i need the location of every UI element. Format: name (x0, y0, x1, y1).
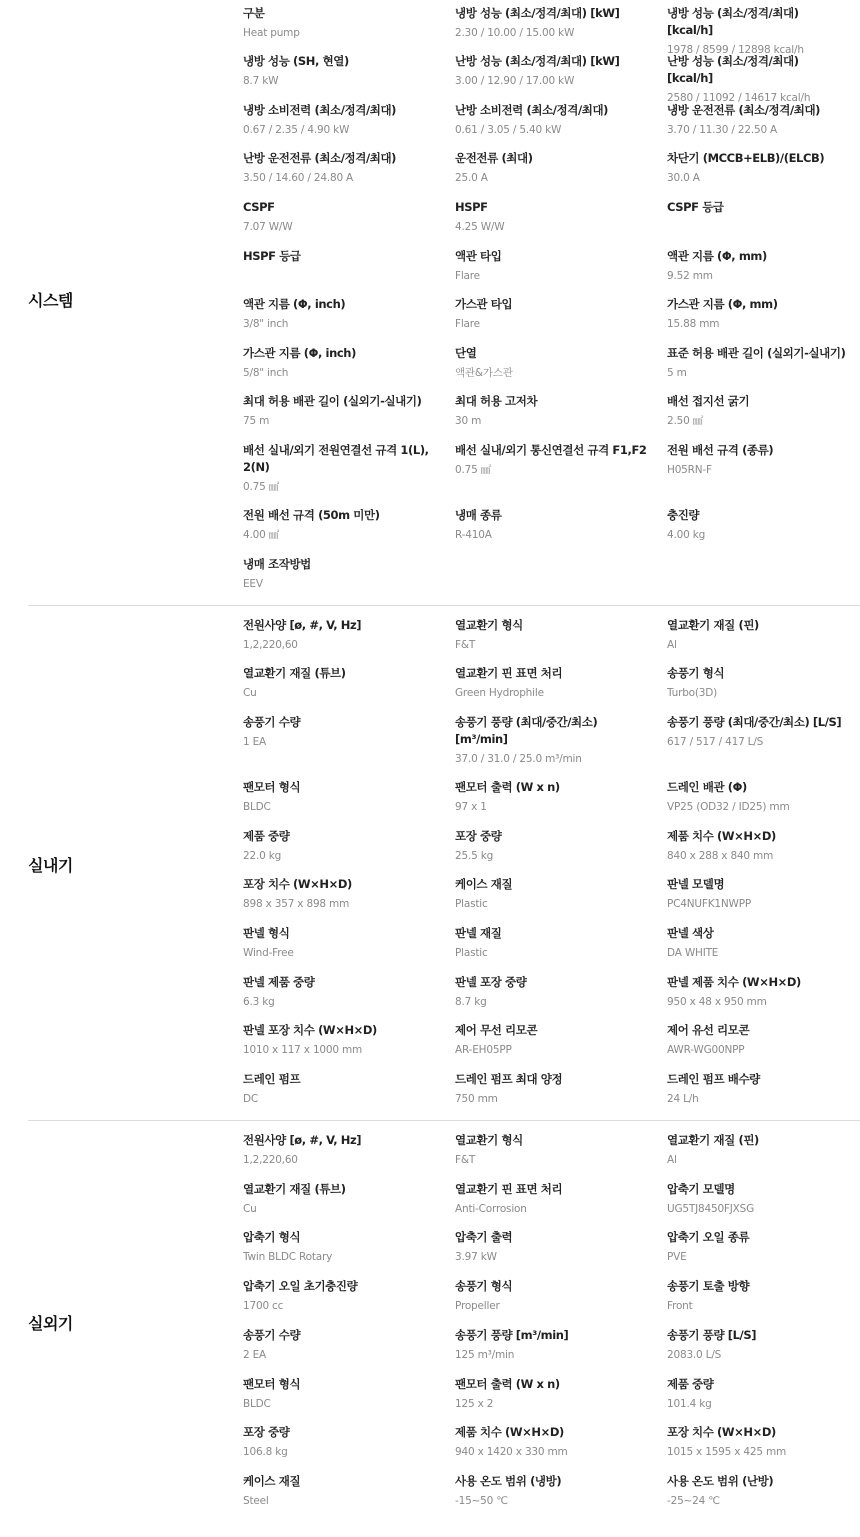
spec-item (455, 507, 667, 544)
spec-value: 5 m (667, 367, 687, 379)
spec-label: 송풍기 풍량 [L/S] (667, 1328, 757, 1342)
spec-label: 압축기 오일 초기충진량 (243, 1279, 358, 1293)
spec-value: Plastic (455, 947, 488, 959)
spec-label: 드레인 펌프 (243, 1072, 301, 1086)
spec-item (243, 1278, 455, 1315)
spec-item (667, 779, 860, 816)
spec-item (455, 665, 667, 702)
spec-label: 전원 배선 규격 (종류) (667, 443, 774, 457)
spec-label: 제품 중량 (667, 1377, 714, 1391)
spec-item (667, 1022, 860, 1059)
spec-item (455, 102, 667, 139)
spec-item (667, 665, 860, 702)
spec-item (667, 714, 860, 751)
spec-value: 125 m³/min (455, 1349, 515, 1361)
spec-value: 1,2,220,60 (243, 639, 298, 651)
spec-item (667, 1424, 860, 1461)
spec-label: 케이스 재질 (243, 1474, 301, 1488)
section-divider (28, 605, 860, 606)
section-title: 실외기 (28, 1314, 73, 1333)
spec-label: 제품 중량 (243, 829, 290, 843)
spec-label: 판넬 재질 (455, 926, 502, 940)
spec-value: UG5TJ8450FJXSG (667, 1203, 755, 1215)
spec-label: 열교환기 재질 (핀) (667, 1133, 759, 1147)
spec-label: 팬모터 출력 (W x n) (455, 1377, 560, 1391)
spec-label: 압축기 형식 (243, 1230, 301, 1244)
spec-item (667, 248, 860, 285)
spec-label: 단열 (455, 346, 477, 360)
spec-value: 2083.0 L/S (667, 1349, 722, 1361)
spec-label: 포장 중량 (455, 829, 502, 843)
spec-item (667, 828, 860, 865)
spec-label: 팬모터 형식 (243, 780, 301, 794)
spec-item (667, 345, 860, 382)
spec-label: 냉방 성능 (최소/정격/최대) [kcal/h] (667, 6, 799, 37)
spec-value: 1700 cc (243, 1300, 284, 1312)
spec-label: 팬모터 형식 (243, 1377, 301, 1391)
spec-label: 난방 소비전력 (최소/정격/최대) (455, 103, 609, 117)
spec-value: 106.8 kg (243, 1446, 288, 1458)
spec-item (667, 102, 860, 139)
spec-item (455, 828, 667, 865)
spec-label: 송풍기 토출 방향 (667, 1279, 750, 1293)
spec-item (667, 1278, 860, 1315)
spec-label: 난방 성능 (최소/정격/최대) [kcal/h] (667, 54, 799, 85)
spec-value: Turbo(3D) (667, 687, 718, 699)
spec-item (667, 1376, 860, 1413)
spec-label: 송풍기 수량 (243, 1328, 301, 1342)
spec-label: 압축기 출력 (455, 1230, 513, 1244)
spec-value: 3.00 / 12.90 / 17.00 kW (455, 75, 575, 87)
spec-value: AWR-WG00NPP (667, 1044, 745, 1056)
spec-label: 판넬 제품 중량 (243, 975, 315, 989)
spec-value: 1015 x 1595 x 425 mm (667, 1446, 787, 1458)
spec-value: 125 x 2 (455, 1398, 494, 1410)
spec-label: 운전전류 (최대) (455, 151, 533, 165)
section-title: 시스템 (28, 291, 73, 310)
spec-label: 드레인 배관 (Φ) (667, 780, 747, 794)
spec-label: 사용 온도 범위 (난방) (667, 1474, 774, 1488)
spec-value: 1010 x 117 x 1000 mm (243, 1044, 363, 1056)
spec-value: 4.00 ㎟ (243, 529, 280, 541)
spec-value: -25~24 ℃ (667, 1495, 720, 1507)
spec-value: 8.7 kg (455, 996, 487, 1008)
spec-label: 제품 치수 (W×H×D) (455, 1425, 564, 1439)
spec-value: AR-EH05PP (455, 1044, 512, 1056)
spec-item (455, 1229, 667, 1266)
spec-item (455, 1132, 667, 1169)
spec-value: DA WHITE (667, 947, 719, 959)
spec-item (243, 248, 455, 268)
spec-item (667, 5, 860, 59)
spec-item (667, 150, 860, 187)
spec-value: Twin BLDC Rotary (243, 1251, 333, 1263)
spec-item (667, 1473, 860, 1510)
spec-item (243, 1327, 455, 1364)
spec-value: Front (667, 1300, 693, 1312)
spec-value: 2.50 ㎟ (667, 415, 704, 427)
spec-value: VP25 (OD32 / ID25) mm (667, 801, 790, 813)
spec-item (455, 1376, 667, 1413)
spec-item (243, 1132, 455, 1169)
spec-label: 난방 운전전류 (최소/정격/최대) (243, 151, 397, 165)
spec-item (243, 393, 455, 430)
spec-item (243, 974, 455, 1011)
spec-label: 열교환기 재질 (튜브) (243, 666, 346, 680)
spec-value: F&T (455, 639, 476, 651)
spec-value: 24 L/h (667, 1093, 699, 1105)
section-title: 실내기 (28, 856, 73, 875)
spec-value: Steel (243, 1495, 269, 1507)
spec-label: 가스관 타입 (455, 297, 513, 311)
spec-value: 617 / 517 / 417 L/S (667, 736, 764, 748)
spec-item (455, 150, 667, 187)
spec-item (243, 779, 455, 816)
spec-value: Wind-Free (243, 947, 294, 959)
spec-label: 액관 타입 (455, 249, 502, 263)
spec-value: 4.25 W/W (455, 221, 505, 233)
spec-label: 액관 지름 (Φ, mm) (667, 249, 767, 263)
spec-label: 냉매 조작방법 (243, 557, 311, 571)
spec-item (455, 442, 667, 479)
section-divider (28, 1120, 860, 1121)
spec-item (243, 617, 455, 654)
spec-value: Green Hydrophile (455, 687, 544, 699)
spec-label: 액관 지름 (Φ, inch) (243, 297, 346, 311)
spec-value: 액관&가스관 (455, 367, 513, 379)
spec-value: 4.00 kg (667, 529, 706, 541)
spec-item (243, 1071, 455, 1108)
spec-label: 열교환기 재질 (튜브) (243, 1182, 346, 1196)
spec-value: Anti-Corrosion (455, 1203, 527, 1215)
spec-item (667, 1132, 860, 1169)
spec-item (667, 617, 860, 654)
spec-label: 배선 실내/외기 전원연결선 규격 1(L), 2(N) (243, 443, 429, 474)
spec-label: 전원사양 [ø, #, V, Hz] (243, 1133, 362, 1147)
spec-label: 열교환기 형식 (455, 1133, 523, 1147)
spec-label: 구분 (243, 6, 265, 20)
spec-value: 6.3 kg (243, 996, 275, 1008)
spec-value: 0.67 / 2.35 / 4.90 kW (243, 124, 350, 136)
spec-item (455, 1022, 667, 1059)
spec-label: 송풍기 형식 (455, 1279, 513, 1293)
spec-item (667, 199, 860, 219)
spec-label: HSPF (455, 200, 488, 214)
spec-item (455, 876, 667, 913)
spec-value: PVE (667, 1251, 687, 1263)
spec-item (455, 1473, 667, 1510)
spec-value: 940 x 1420 x 330 mm (455, 1446, 568, 1458)
spec-item (455, 1424, 667, 1461)
spec-label: 전원사양 [ø, #, V, Hz] (243, 618, 362, 632)
spec-label: 냉방 운전전류 (최소/정격/최대) (667, 103, 821, 117)
spec-value: 3.50 / 14.60 / 24.80 A (243, 172, 354, 184)
spec-value: 950 x 48 x 950 mm (667, 996, 767, 1008)
spec-item (667, 925, 860, 962)
spec-value: 2580 / 11092 / 14617 kcal/h (667, 92, 811, 104)
spec-value: Heat pump (243, 27, 300, 39)
spec-label: 냉방 소비전력 (최소/정격/최대) (243, 103, 397, 117)
spec-item (243, 1181, 455, 1218)
spec-label: 가스관 지름 (Φ, inch) (243, 346, 356, 360)
spec-value: 3.97 kW (455, 1251, 497, 1263)
spec-item (667, 507, 860, 544)
spec-item (667, 393, 860, 430)
spec-value: F&T (455, 1154, 476, 1166)
spec-label: 충진량 (667, 508, 700, 522)
spec-item (667, 296, 860, 333)
spec-item (455, 53, 667, 90)
spec-label: 송풍기 풍량 (최대/중간/최소) [m³/min] (455, 715, 598, 746)
spec-value: DC (243, 1093, 259, 1105)
spec-label: HSPF 등급 (243, 249, 301, 263)
spec-item (243, 1376, 455, 1413)
spec-value: 1 EA (243, 736, 267, 748)
spec-item (243, 296, 455, 333)
spec-label: 냉방 성능 (최소/정격/최대) [kW] (455, 6, 620, 20)
spec-label: 배선 접지선 굵기 (667, 394, 750, 408)
spec-item (243, 1424, 455, 1461)
spec-label: 전원 배선 규격 (50m 미만) (243, 508, 380, 522)
spec-label: 송풍기 수량 (243, 715, 301, 729)
spec-label: 제어 유선 리모콘 (667, 1023, 750, 1037)
spec-value: 5/8" inch (243, 367, 289, 379)
spec-label: 가스관 지름 (Φ, mm) (667, 297, 778, 311)
spec-label: 판넬 모델명 (667, 877, 725, 891)
spec-item (243, 665, 455, 702)
spec-item (243, 925, 455, 962)
spec-label: 포장 치수 (W×H×D) (667, 1425, 776, 1439)
spec-value: 0.61 / 3.05 / 5.40 kW (455, 124, 562, 136)
spec-label: 드레인 펌프 배수량 (667, 1072, 760, 1086)
spec-item (667, 1327, 860, 1364)
spec-value: Flare (455, 318, 480, 330)
spec-value: 3/8" inch (243, 318, 289, 330)
spec-value: 3.70 / 11.30 / 22.50 A (667, 124, 778, 136)
spec-value: 0.75 ㎟ (455, 464, 492, 476)
spec-value: 30 m (455, 415, 482, 427)
spec-label: 열교환기 형식 (455, 618, 523, 632)
spec-label: 최대 허용 고저차 (455, 394, 538, 408)
spec-item (243, 556, 455, 593)
spec-value: 15.88 mm (667, 318, 720, 330)
spec-value: Propeller (455, 1300, 500, 1312)
spec-label: 열교환기 핀 표면 처리 (455, 666, 563, 680)
spec-value: 840 x 288 x 840 mm (667, 850, 774, 862)
spec-item (667, 442, 860, 479)
spec-item (243, 102, 455, 139)
spec-label: 압축기 모델명 (667, 1182, 735, 1196)
spec-item (455, 296, 667, 333)
spec-value: Cu (243, 1203, 257, 1215)
spec-label: 판넬 포장 치수 (W×H×D) (243, 1023, 377, 1037)
spec-label: 난방 성능 (최소/정격/최대) [kW] (455, 54, 620, 68)
spec-item (243, 714, 455, 751)
spec-item (455, 974, 667, 1011)
spec-item (667, 1229, 860, 1266)
spec-label: 냉매 종류 (455, 508, 502, 522)
spec-label: 판넬 형식 (243, 926, 290, 940)
spec-item (455, 199, 667, 236)
spec-label: CSPF 등급 (667, 200, 724, 214)
spec-value: 1978 / 8599 / 12898 kcal/h (667, 44, 804, 56)
spec-item (455, 393, 667, 430)
spec-label: 포장 중량 (243, 1425, 290, 1439)
spec-item (667, 974, 860, 1011)
spec-item (243, 1229, 455, 1266)
spec-value: 2 EA (243, 1349, 267, 1361)
spec-label: 압축기 오일 종류 (667, 1230, 750, 1244)
spec-item (455, 925, 667, 962)
spec-item (667, 1071, 860, 1108)
spec-label: 판넬 포장 중량 (455, 975, 527, 989)
spec-value: 101.4 kg (667, 1398, 712, 1410)
spec-label: 열교환기 핀 표면 처리 (455, 1182, 563, 1196)
spec-item (667, 1181, 860, 1218)
spec-label: 냉방 성능 (SH, 현열) (243, 54, 349, 68)
spec-value: -15~50 ℃ (455, 1495, 508, 1507)
spec-value: 37.0 / 31.0 / 25.0 m³/min (455, 753, 582, 765)
spec-item (667, 876, 860, 913)
spec-label: 배선 실내/외기 통신연결선 규격 F1,F2 (455, 443, 647, 457)
spec-item (243, 199, 455, 236)
spec-label: 제품 치수 (W×H×D) (667, 829, 776, 843)
spec-label: 송풍기 풍량 (최대/중간/최소) [L/S] (667, 715, 842, 729)
spec-item (243, 507, 455, 544)
spec-value: 75 m (243, 415, 270, 427)
spec-label: CSPF (243, 200, 275, 214)
spec-item (455, 248, 667, 285)
spec-value: 25.0 A (455, 172, 488, 184)
spec-item (455, 714, 667, 768)
spec-label: 사용 온도 범위 (냉방) (455, 1474, 562, 1488)
spec-item (243, 150, 455, 187)
spec-label: 드레인 펌프 최대 양정 (455, 1072, 563, 1086)
spec-value: EEV (243, 578, 263, 590)
spec-value: Cu (243, 687, 257, 699)
spec-item (455, 345, 667, 382)
spec-value: Al (667, 1154, 677, 1166)
spec-label: 제어 무선 리모콘 (455, 1023, 538, 1037)
spec-value: R-410A (455, 529, 492, 541)
spec-item (455, 617, 667, 654)
spec-value: H05RN-F (667, 464, 712, 476)
spec-item (455, 779, 667, 816)
spec-value: BLDC (243, 801, 271, 813)
spec-value: 9.52 mm (667, 270, 713, 282)
spec-value: 25.5 kg (455, 850, 494, 862)
spec-value: 0.75 ㎟ (243, 481, 280, 493)
spec-label: 송풍기 형식 (667, 666, 725, 680)
spec-item (455, 1327, 667, 1364)
spec-label: 케이스 재질 (455, 877, 513, 891)
spec-label: 표준 허용 배관 길이 (실외기-실내기) (667, 346, 846, 360)
spec-item (455, 1071, 667, 1108)
spec-item (243, 1473, 455, 1510)
spec-value: 2.30 / 10.00 / 15.00 kW (455, 27, 575, 39)
spec-item (243, 5, 455, 42)
spec-item (243, 876, 455, 913)
spec-value: 750 mm (455, 1093, 498, 1105)
spec-item (243, 345, 455, 382)
spec-label: 열교환기 재질 (핀) (667, 618, 759, 632)
spec-value: Plastic (455, 898, 488, 910)
spec-item (667, 53, 860, 107)
spec-label: 최대 허용 배관 길이 (실외기-실내기) (243, 394, 422, 408)
spec-item (243, 1022, 455, 1059)
spec-value: 8.7 kW (243, 75, 279, 87)
spec-value: 97 x 1 (455, 801, 487, 813)
spec-value: 898 x 357 x 898 mm (243, 898, 350, 910)
spec-label: 포장 치수 (W×H×D) (243, 877, 352, 891)
spec-value: PC4NUFK1NWPP (667, 898, 751, 910)
spec-item (243, 828, 455, 865)
spec-value: BLDC (243, 1398, 271, 1410)
spec-label: 송풍기 풍량 [m³/min] (455, 1328, 569, 1342)
spec-value: 1,2,220,60 (243, 1154, 298, 1166)
spec-label: 차단기 (MCCB+ELB)/(ELCB) (667, 151, 825, 165)
spec-item (455, 1181, 667, 1218)
spec-item (243, 53, 455, 90)
spec-item (455, 1278, 667, 1315)
spec-label: 판넬 제품 치수 (W×H×D) (667, 975, 801, 989)
spec-value: 22.0 kg (243, 850, 282, 862)
spec-value: 7.07 W/W (243, 221, 293, 233)
spec-value: Al (667, 639, 677, 651)
spec-label: 판넬 색상 (667, 926, 714, 940)
spec-label: 팬모터 출력 (W x n) (455, 780, 560, 794)
spec-item (243, 442, 455, 496)
spec-item (455, 5, 667, 42)
spec-value: 30.0 A (667, 172, 700, 184)
spec-value: Flare (455, 270, 480, 282)
